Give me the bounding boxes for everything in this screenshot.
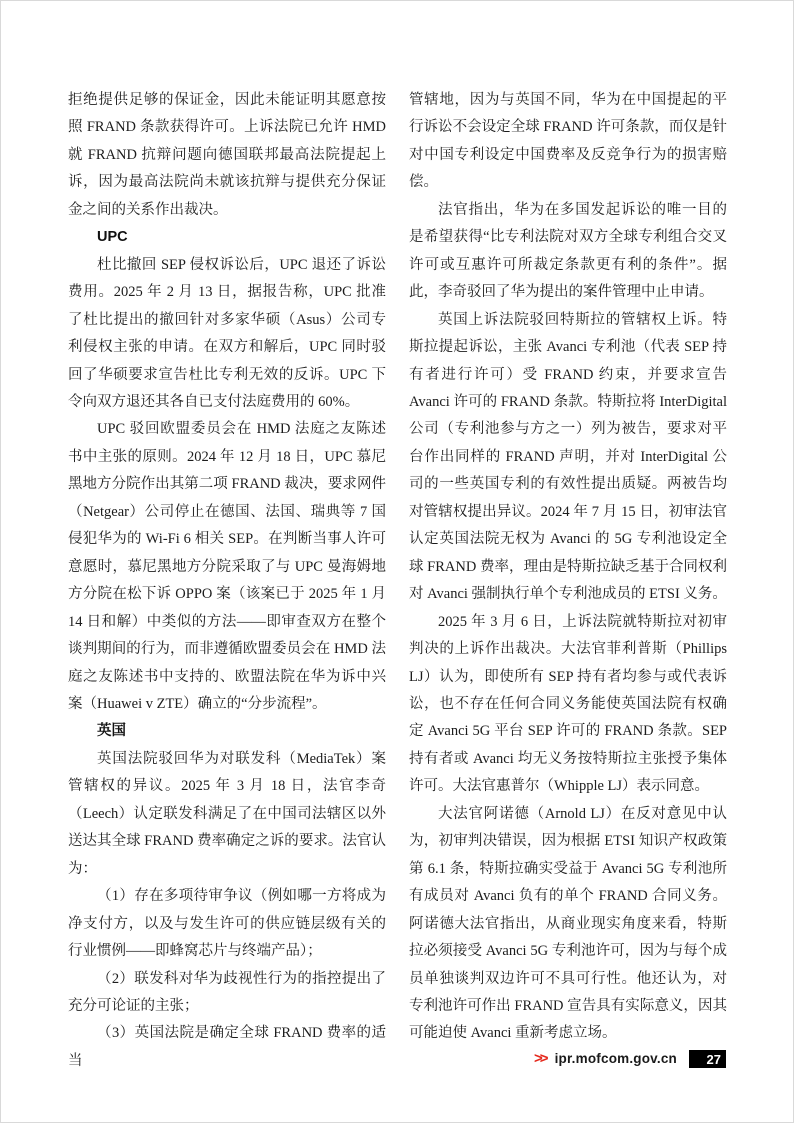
chevron-right-icon: >>: [534, 1050, 546, 1067]
paragraph: 2025 年 3 月 6 日，上诉法院就特斯拉对初审判决的上诉作出裁决。大法官菲利普斯（Phillips LJ）认为，即使所有 SEP 持有者均参与或代表诉讼，也不存在任何合同义务能使英国法院有权确定 Avanci 5G 平台 SEP 许可的 FRAND 条款。SEP 持有者或 Avanci 均无义务按特斯拉主张授予集体许可。大法官惠普尔（Whipple LJ）表示同意。: [409, 613, 727, 795]
paragraph: 大法官阿诺德（Arnold LJ）在反对意见中认为，初审判决错误，因为根据 ETSI 知识产权政策第 6.1 条，特斯拉确实受益于 Avanci 5G 专利池所有成员对 Avanci 负有的单个 FRAND 合同义务。阿诺德大法官指出，从商业现实角度来看，特斯拉必须接受 Avanci 5G 专利池许可，因为与每个成员单独谈判双边许可不具可行性。他还认为，对专利池许可作出 FRAND 宣告具有实际意义，因其可能迫使 Avanci 重新考虑立场。: [409, 805, 727, 1042]
page-number-badge: 27: [689, 1050, 726, 1068]
right-column: [409, 87, 727, 1075]
two-column-text-body: [68, 87, 728, 1075]
paragraph: （2）联发科对华为歧视性行为的指控提出了充分可论证的主张；: [68, 970, 386, 1014]
paragraph: UPC 驳回欧盟委员会在 HMD 法庭之友陈述书中主张的原则。2024 年 12 月 18 日，UPC 慕尼黑地方分院作出其第二项 FRAND 裁决，要求网件（Netgear）公司停止在德国、法国、瑞典等 7 国侵犯华为的 Wi-Fi 6 相关 SEP。在判断当事人许可意愿时，慕尼黑地方分院采取了与 UPC 曼海姆地方分院在松下诉 OPPO 案（该案已于 2025 年 1 月 14 日和解）中类似的方法——即审查双方在整个谈判期间的行为，而非遵循欧盟委员会在 HMD 法庭之友陈述书中支持的、欧盟法院在华为诉中兴案（Huawei v ZTE）确立的“分步流程”。: [68, 421, 386, 712]
section-heading: 英国: [97, 723, 126, 740]
paragraph: 英国上诉法院驳回特斯拉的管辖权上诉。特斯拉提起诉讼，主张 Avanci 专利池（代表 SEP 持有者进行许可）受 FRAND 约束，并要求宣告 Avanci 许可的 FRAND 条款。特斯拉将 InterDigital 公司（专利池参与方之一）列为被告，要求对平台作出同样的 FRAND 声明，并对 InterDigital 公司的一些英国专利的有效性提出质疑。两被告均对管辖权提出异议。2024 年 7 月 15 日，初审法官认定英国法院无权为 Avanci 的 5G 专利池设定全球 FRAND 费率，理由是特斯拉缺乏基于合同权利对 Avanci 强制执行单个专利池成员的 ETSI 义务。: [409, 311, 727, 603]
page-footer: [1, 1050, 726, 1068]
paragraph: 拒绝提供足够的保证金，因此未能证明其愿意按照 FRAND 条款获得许可。上诉法院已允许 HMD 就 FRAND 抗辩问题向德国联邦最高法院提起上诉，因为最高法院尚未就该抗辩与提供充分保证金之间的关系作出裁决。: [68, 92, 386, 218]
footer-site-url: ipr.mofcom.gov.cn: [554, 1051, 677, 1066]
left-column: [68, 87, 386, 1075]
paragraph: （1）存在多项待审争议（例如哪一方将成为净支付方，以及与发生许可的供应链层级有关的行业惯例——即蜂窝芯片与终端产品）；: [68, 888, 386, 960]
paragraph: （3）英国法院是确定全球 FRAND 费率的适当: [68, 1025, 386, 1069]
section-heading: UPC: [97, 229, 128, 246]
paragraph: 管辖地，因为与英国不同，华为在中国提起的平行诉讼不会设定全球 FRAND 许可条款，而仅是针对中国专利设定中国费率及反竞争行为的损害赔偿。: [409, 92, 727, 191]
paragraph: 杜比撤回 SEP 侵权诉讼后，UPC 退还了诉讼费用。2025 年 2 月 13 日，据报告称，UPC 批准了杜比提出的撤回针对多家华硕（Asus）公司专利侵权主张的申请。在双方和解后，UPC 同时驳回了华硕要求宣告杜比专利无效的反诉。UPC 下令向双方退还其各自已支付法庭费用的 60%。: [68, 256, 386, 410]
paragraph: 英国法院驳回华为对联发科（MediaTek）案管辖权的异议。2025 年 3 月 18 日，法官李奇（Leech）认定联发科满足了在中国司法辖区以外送达其全球 FRAND 费率确定之诉的要求。法官认为：: [68, 750, 386, 877]
paragraph: 法官指出，华为在多国发起诉讼的唯一目的是希望获得“比专利法院对双方全球专利组合交叉许可或互惠许可所裁定条款更有利的条件”。据此，李奇驳回了华为提出的案件管理中止申请。: [409, 201, 727, 301]
